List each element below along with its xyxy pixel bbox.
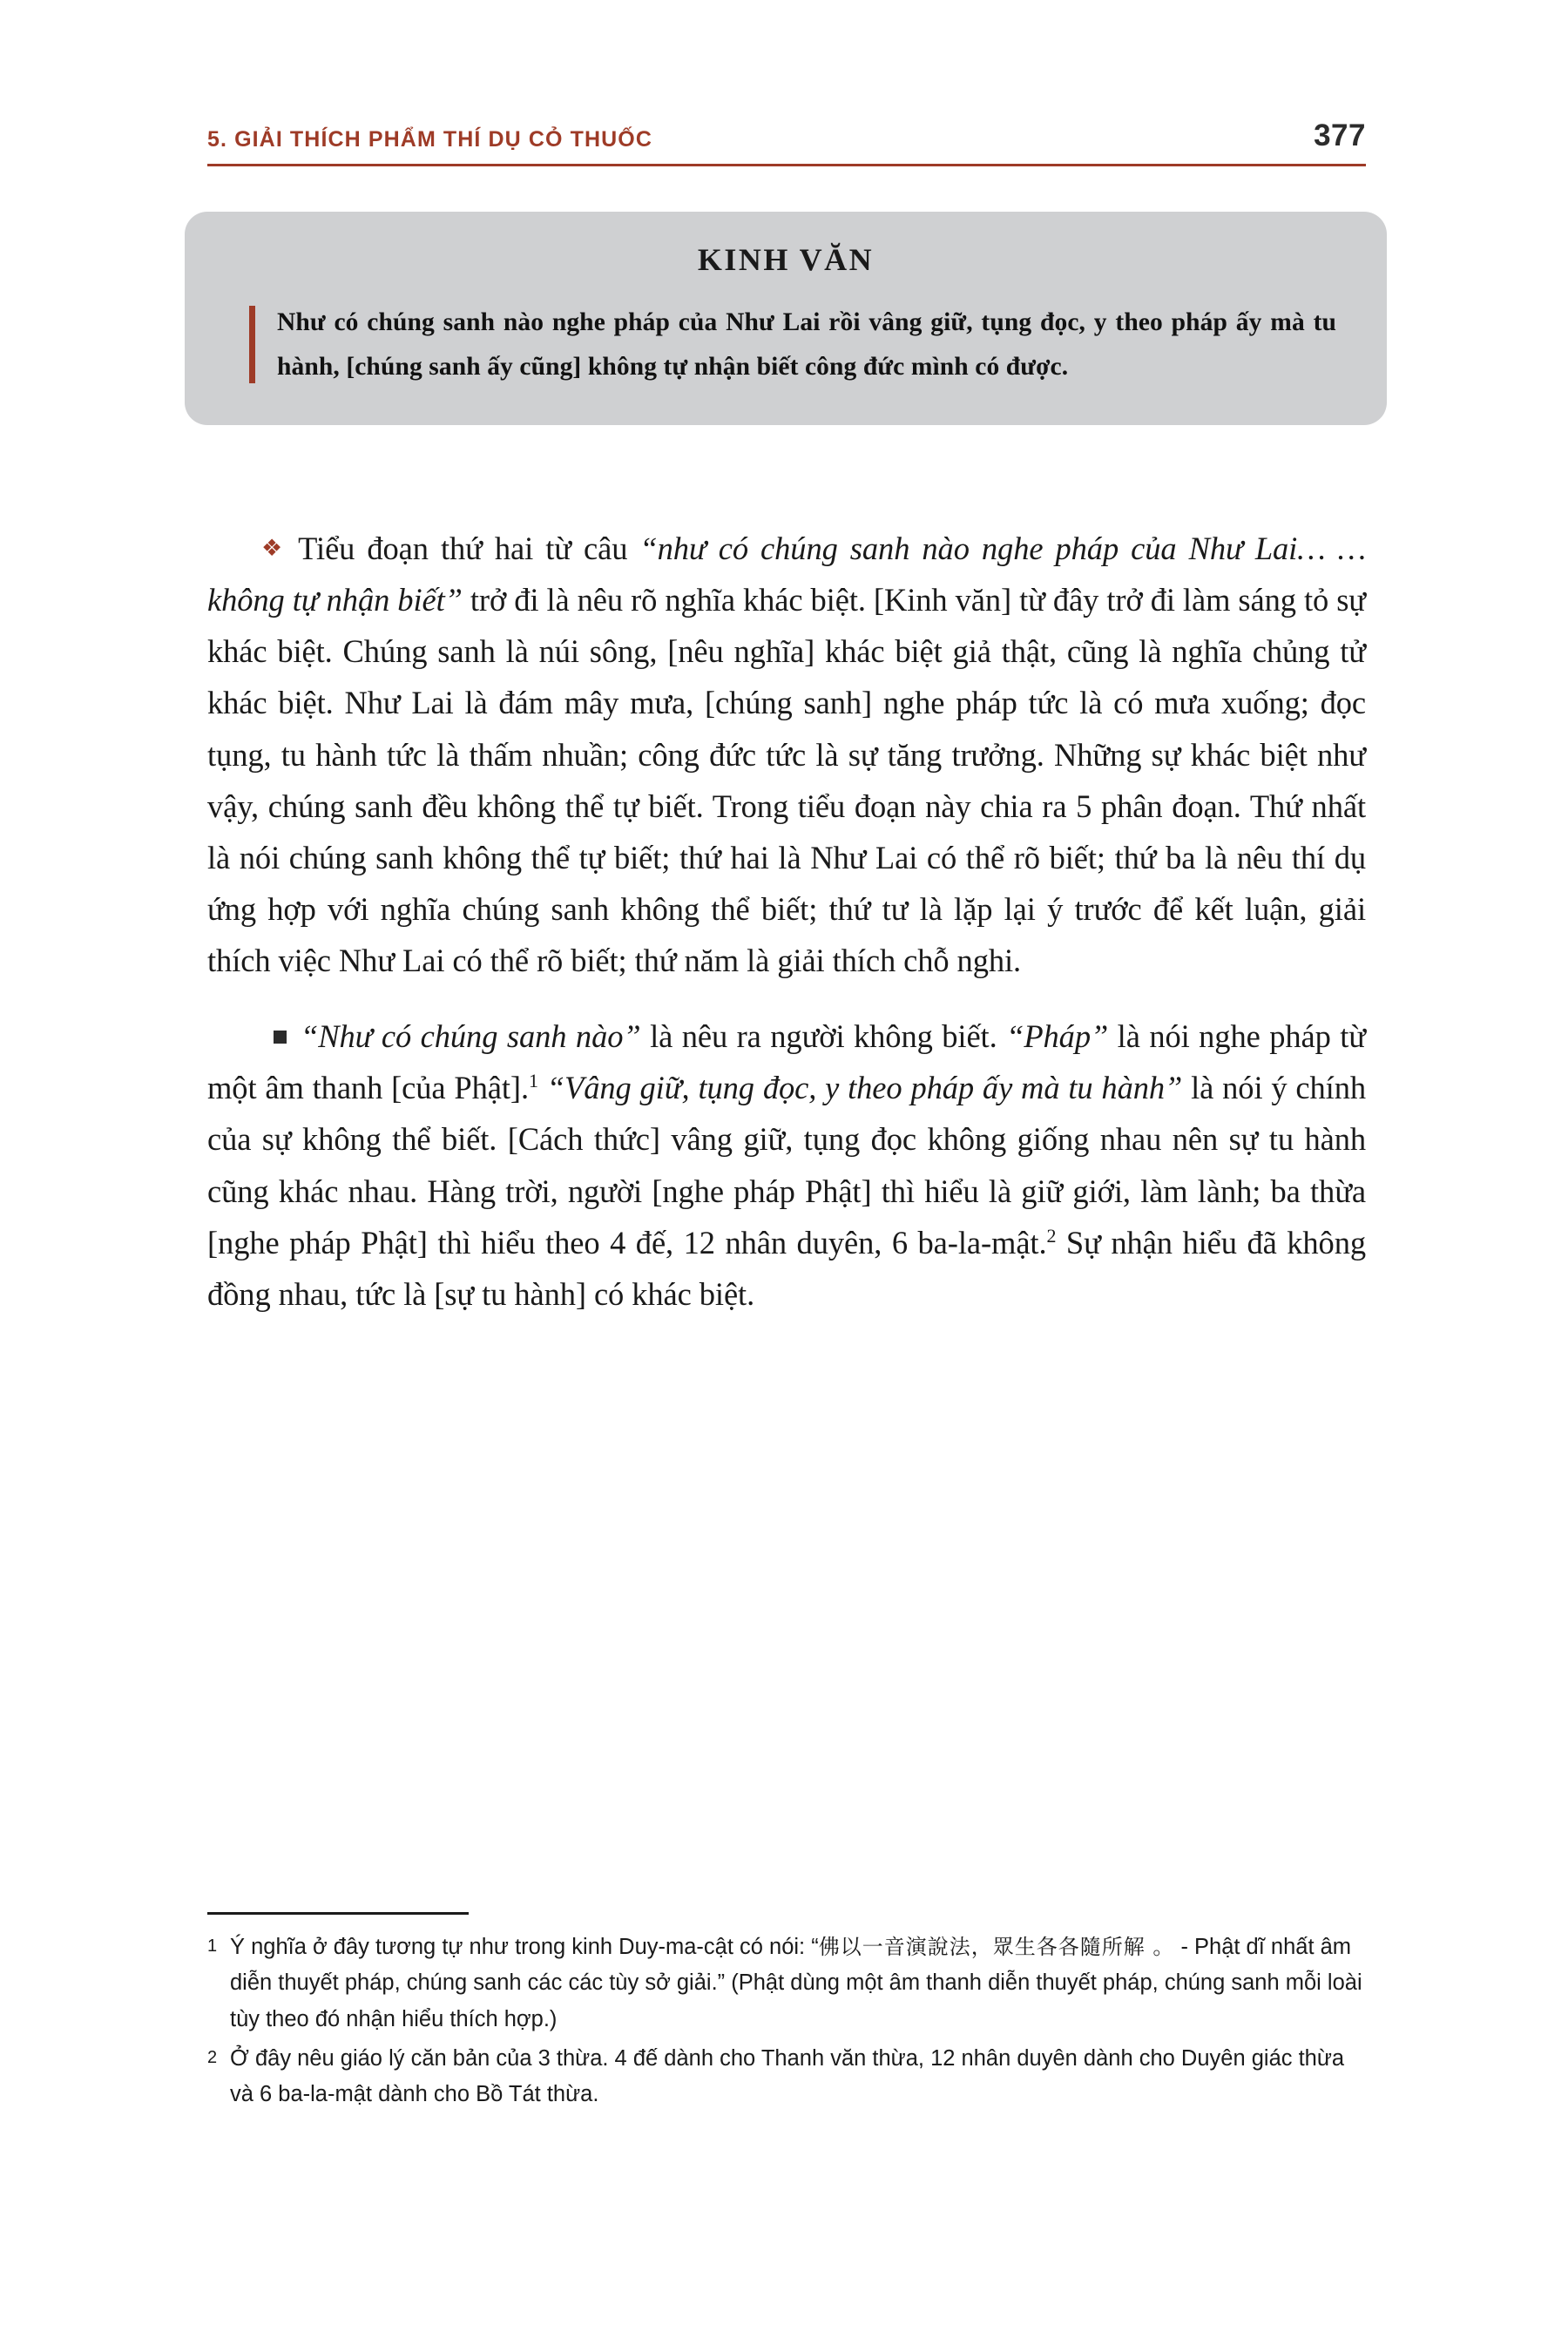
footnote-item: [207, 1930, 1366, 2038]
footnote-area: [207, 1930, 1366, 2116]
body-content: [207, 523, 1366, 1320]
paragraph-first-run-2: trở đi là nêu rõ nghĩa khác biệt. [Kinh văn] từ đây trở đi làm sáng tỏ sự khác biệt. Chúng sanh là núi sông, [nêu nghĩa] khác biệt giả thật, cũng là nghĩa chủng tử khác biệt. Như Lai là đám mây mưa, [chúng sanh] nghe pháp tức là có mưa xuống; đọc tụng, tu hành tức là thấm nhuần; công đức tức là sự tăng trưởng. Những sự khác biệt như vậy, chúng sanh đều không thể tự biết. Trong tiểu đoạn này chia ra 5 phân đoạn. Thứ nhất là nói chúng sanh không thể tự biết; thứ hai là Như Lai có thể rõ biết; thứ ba là nêu thí dụ ứng hợp với nghĩa chúng sanh không thể biết; thứ tư là lặp lại ý trước để kết luận, giải thích việc Như Lai có thể rõ biết; thứ năm là giải thích chỗ nghi.: [207, 582, 1366, 978]
sutra-body-wrapper: [235, 301, 1336, 389]
paragraph-second-run-4: Sự nhận hiểu đã không đồng nhau, tức là [sự tu hành] có khác biệt.: [207, 1224, 1366, 1312]
paragraph-second: [207, 1010, 1366, 1320]
footnote-body: Ở đây nêu giáo lý căn bản của 3 thừa. 4 đế dành cho Thanh văn thừa, 12 nhân duyên dành cho Duyên giác thừa và 6 ba-la-mật dành cho Bồ Tát thừa.: [230, 2045, 1345, 2107]
footnote-1-cjk: 佛以一音演說法，眾生各各隨所解 。: [818, 1935, 1175, 1959]
paragraph-second-run-1: là nêu ra người không biết.: [640, 1018, 1007, 1055]
paragraph-first-quote: “như có chúng sanh nào nghe pháp của Như Lai… …không tự nhận biết”: [207, 531, 1366, 618]
sutra-heading: KINH VĂN: [697, 242, 875, 277]
sutra-text-box: [185, 212, 1387, 425]
footnote-marker: 1: [207, 1936, 218, 1956]
footnote-ref-1[interactable]: 1: [529, 1070, 538, 1092]
sutra-body-text: Như có chúng sanh nào nghe pháp của Như Lai rồi vâng giữ, tụng đọc, y theo pháp ấy mà tu hành, [chúng sanh ấy cũng] không tự nhận biết công đức mình có được.: [277, 308, 1336, 381]
paragraph-second-quote-2: “Pháp”: [1006, 1018, 1109, 1055]
footnote-1-part-1: Ý nghĩa ở đây tương tự như trong kinh Duy-ma-cật có nói: “: [230, 1935, 819, 1959]
paragraph-first: [207, 523, 1366, 986]
square-bullet-icon: [274, 1031, 287, 1044]
footnote-body: [230, 1930, 1366, 2038]
footnote-marker: 2: [207, 2047, 218, 2067]
page-number: 377: [1314, 118, 1366, 152]
page-header: [207, 120, 1366, 151]
paragraph-second-run-2: là nói nghe pháp từ một âm thanh [của Phật].: [207, 1018, 1366, 1106]
paragraph-second-space-1: [538, 1070, 547, 1105]
footnote-ref-2[interactable]: 2: [1046, 1224, 1057, 1247]
paragraph-second-quote-3: “Vâng giữ, tụng đọc, y theo pháp ấy mà tu hành”: [546, 1070, 1183, 1106]
paragraph-first-run-1: Tiểu đoạn thứ hai từ câu: [298, 531, 640, 566]
paragraph-second-quote-1: “Như có chúng sanh nào”: [301, 1018, 641, 1055]
sutra-accent-bar: [249, 306, 255, 383]
footnote-1-part-3: - Phật dĩ nhất âm diễn thuyết pháp, chúng sanh các các tùy sở giải.” (Phật dùng một âm thanh diễn thuyết pháp, chúng sanh mỗi loài tùy theo đó nhận hiểu thích hợp.): [230, 1935, 1362, 2031]
header-divider: [207, 164, 1366, 166]
paragraph-second-run-3: là nói ý chính của sự không thể biết. [Cách thức] vâng giữ, tụng đọc không giống nhau nên sự tu hành cũng khác nhau. Hàng trời, người [nghe pháp Phật] thì hiểu là giữ giới, làm lành; ba thừa [nghe pháp Phật] thì hiểu theo 4 đế, 12 nhân duyên, 6 ba-la-mật.: [207, 1070, 1367, 1260]
diamond-bullet-icon: ❖: [261, 535, 283, 561]
footnote-item: [207, 2041, 1366, 2113]
footnote-separator: [207, 1912, 469, 1915]
running-head-title: 5. GIẢI THÍCH PHẨM THÍ DỤ CỎ THUỐC: [207, 127, 653, 152]
